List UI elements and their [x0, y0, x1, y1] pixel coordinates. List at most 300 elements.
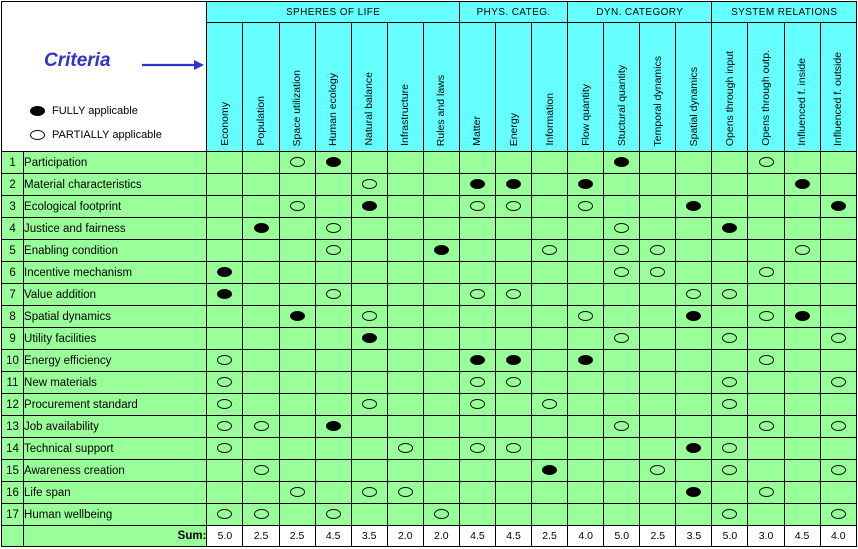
matrix-cell[interactable]: [640, 240, 676, 262]
matrix-cell[interactable]: [640, 482, 676, 504]
matrix-cell[interactable]: [243, 350, 279, 372]
matrix-cell[interactable]: [207, 306, 243, 328]
matrix-cell[interactable]: [604, 504, 640, 526]
matrix-cell[interactable]: [748, 152, 784, 174]
matrix-cell[interactable]: [604, 328, 640, 350]
matrix-cell[interactable]: [532, 394, 568, 416]
matrix-cell[interactable]: [568, 174, 604, 196]
matrix-cell[interactable]: [748, 262, 784, 284]
matrix-cell[interactable]: [748, 438, 784, 460]
matrix-cell[interactable]: [784, 174, 820, 196]
matrix-cell[interactable]: [207, 416, 243, 438]
matrix-cell[interactable]: [784, 284, 820, 306]
matrix-cell[interactable]: [423, 350, 459, 372]
matrix-cell[interactable]: [315, 394, 351, 416]
matrix-cell[interactable]: [712, 152, 748, 174]
matrix-cell[interactable]: [604, 284, 640, 306]
matrix-cell[interactable]: [640, 350, 676, 372]
matrix-cell[interactable]: [820, 174, 856, 196]
matrix-cell[interactable]: [351, 152, 387, 174]
matrix-cell[interactable]: [568, 394, 604, 416]
matrix-cell[interactable]: [496, 372, 532, 394]
matrix-cell[interactable]: [351, 196, 387, 218]
matrix-cell[interactable]: [784, 416, 820, 438]
matrix-cell[interactable]: [279, 504, 315, 526]
matrix-cell[interactable]: [207, 152, 243, 174]
matrix-cell[interactable]: [387, 460, 423, 482]
matrix-cell[interactable]: [496, 196, 532, 218]
matrix-cell[interactable]: [243, 152, 279, 174]
matrix-cell[interactable]: [315, 218, 351, 240]
matrix-cell[interactable]: [640, 284, 676, 306]
matrix-cell[interactable]: [315, 152, 351, 174]
matrix-cell[interactable]: [423, 306, 459, 328]
matrix-cell[interactable]: [243, 328, 279, 350]
matrix-cell[interactable]: [315, 174, 351, 196]
matrix-cell[interactable]: [423, 196, 459, 218]
matrix-cell[interactable]: [532, 174, 568, 196]
matrix-cell[interactable]: [423, 240, 459, 262]
matrix-cell[interactable]: [351, 306, 387, 328]
matrix-cell[interactable]: [568, 482, 604, 504]
matrix-cell[interactable]: [279, 306, 315, 328]
matrix-cell[interactable]: [315, 328, 351, 350]
matrix-cell[interactable]: [387, 240, 423, 262]
matrix-cell[interactable]: [351, 460, 387, 482]
matrix-cell[interactable]: [243, 262, 279, 284]
matrix-cell[interactable]: [351, 284, 387, 306]
matrix-cell[interactable]: [496, 284, 532, 306]
matrix-cell[interactable]: [423, 438, 459, 460]
matrix-cell[interactable]: [496, 350, 532, 372]
matrix-cell[interactable]: [568, 504, 604, 526]
matrix-cell[interactable]: [784, 218, 820, 240]
matrix-cell[interactable]: [604, 460, 640, 482]
matrix-cell[interactable]: [604, 438, 640, 460]
matrix-cell[interactable]: [459, 372, 495, 394]
matrix-cell[interactable]: [712, 460, 748, 482]
matrix-cell[interactable]: [315, 416, 351, 438]
matrix-cell[interactable]: [820, 284, 856, 306]
matrix-cell[interactable]: [423, 372, 459, 394]
matrix-cell[interactable]: [423, 262, 459, 284]
matrix-cell[interactable]: [784, 438, 820, 460]
matrix-cell[interactable]: [748, 284, 784, 306]
matrix-cell[interactable]: [604, 218, 640, 240]
matrix-cell[interactable]: [676, 328, 712, 350]
matrix-cell[interactable]: [496, 240, 532, 262]
matrix-cell[interactable]: [532, 218, 568, 240]
matrix-cell[interactable]: [243, 438, 279, 460]
matrix-cell[interactable]: [784, 262, 820, 284]
matrix-cell[interactable]: [604, 350, 640, 372]
matrix-cell[interactable]: [315, 240, 351, 262]
matrix-cell[interactable]: [676, 306, 712, 328]
matrix-cell[interactable]: [712, 482, 748, 504]
matrix-cell[interactable]: [243, 460, 279, 482]
matrix-cell[interactable]: [351, 504, 387, 526]
matrix-cell[interactable]: [207, 460, 243, 482]
matrix-cell[interactable]: [459, 350, 495, 372]
matrix-cell[interactable]: [784, 328, 820, 350]
matrix-cell[interactable]: [784, 372, 820, 394]
matrix-cell[interactable]: [496, 262, 532, 284]
matrix-cell[interactable]: [784, 306, 820, 328]
matrix-cell[interactable]: [459, 482, 495, 504]
matrix-cell[interactable]: [820, 196, 856, 218]
matrix-cell[interactable]: [315, 350, 351, 372]
matrix-cell[interactable]: [207, 262, 243, 284]
matrix-cell[interactable]: [496, 504, 532, 526]
matrix-cell[interactable]: [532, 350, 568, 372]
matrix-cell[interactable]: [496, 174, 532, 196]
matrix-cell[interactable]: [387, 394, 423, 416]
matrix-cell[interactable]: [568, 218, 604, 240]
matrix-cell[interactable]: [243, 174, 279, 196]
matrix-cell[interactable]: [243, 504, 279, 526]
matrix-cell[interactable]: [207, 372, 243, 394]
matrix-cell[interactable]: [712, 328, 748, 350]
matrix-cell[interactable]: [315, 504, 351, 526]
matrix-cell[interactable]: [387, 438, 423, 460]
matrix-cell[interactable]: [820, 240, 856, 262]
matrix-cell[interactable]: [387, 306, 423, 328]
matrix-cell[interactable]: [351, 416, 387, 438]
matrix-cell[interactable]: [748, 350, 784, 372]
matrix-cell[interactable]: [387, 372, 423, 394]
matrix-cell[interactable]: [820, 438, 856, 460]
matrix-cell[interactable]: [315, 284, 351, 306]
matrix-cell[interactable]: [459, 504, 495, 526]
matrix-cell[interactable]: [279, 240, 315, 262]
matrix-cell[interactable]: [207, 196, 243, 218]
matrix-cell[interactable]: [279, 262, 315, 284]
matrix-cell[interactable]: [279, 460, 315, 482]
matrix-cell[interactable]: [459, 438, 495, 460]
matrix-cell[interactable]: [676, 262, 712, 284]
matrix-cell[interactable]: [315, 196, 351, 218]
matrix-cell[interactable]: [279, 372, 315, 394]
matrix-cell[interactable]: [712, 174, 748, 196]
matrix-cell[interactable]: [387, 482, 423, 504]
matrix-cell[interactable]: [387, 416, 423, 438]
matrix-cell[interactable]: [820, 372, 856, 394]
matrix-cell[interactable]: [568, 240, 604, 262]
matrix-cell[interactable]: [604, 240, 640, 262]
matrix-cell[interactable]: [676, 350, 712, 372]
matrix-cell[interactable]: [820, 152, 856, 174]
matrix-cell[interactable]: [532, 306, 568, 328]
matrix-cell[interactable]: [351, 174, 387, 196]
matrix-cell[interactable]: [820, 482, 856, 504]
matrix-cell[interactable]: [243, 284, 279, 306]
matrix-cell[interactable]: [820, 416, 856, 438]
matrix-cell[interactable]: [351, 482, 387, 504]
matrix-cell[interactable]: [532, 416, 568, 438]
matrix-cell[interactable]: [351, 262, 387, 284]
matrix-cell[interactable]: [207, 240, 243, 262]
matrix-cell[interactable]: [820, 394, 856, 416]
matrix-cell[interactable]: [568, 328, 604, 350]
matrix-cell[interactable]: [604, 152, 640, 174]
matrix-cell[interactable]: [640, 328, 676, 350]
matrix-cell[interactable]: [820, 460, 856, 482]
matrix-cell[interactable]: [459, 218, 495, 240]
matrix-cell[interactable]: [243, 482, 279, 504]
matrix-cell[interactable]: [784, 240, 820, 262]
matrix-cell[interactable]: [568, 152, 604, 174]
matrix-cell[interactable]: [712, 240, 748, 262]
matrix-cell[interactable]: [459, 460, 495, 482]
matrix-cell[interactable]: [423, 504, 459, 526]
matrix-cell[interactable]: [748, 460, 784, 482]
matrix-cell[interactable]: [279, 284, 315, 306]
matrix-cell[interactable]: [568, 306, 604, 328]
matrix-cell[interactable]: [676, 438, 712, 460]
matrix-cell[interactable]: [207, 174, 243, 196]
matrix-cell[interactable]: [423, 328, 459, 350]
matrix-cell[interactable]: [568, 262, 604, 284]
matrix-cell[interactable]: [640, 416, 676, 438]
matrix-cell[interactable]: [820, 262, 856, 284]
matrix-cell[interactable]: [748, 306, 784, 328]
matrix-cell[interactable]: [604, 482, 640, 504]
matrix-cell[interactable]: [459, 152, 495, 174]
matrix-cell[interactable]: [423, 218, 459, 240]
matrix-cell[interactable]: [496, 482, 532, 504]
matrix-cell[interactable]: [243, 372, 279, 394]
matrix-cell[interactable]: [568, 284, 604, 306]
matrix-cell[interactable]: [820, 350, 856, 372]
matrix-cell[interactable]: [496, 152, 532, 174]
matrix-cell[interactable]: [496, 328, 532, 350]
matrix-cell[interactable]: [676, 152, 712, 174]
matrix-cell[interactable]: [748, 416, 784, 438]
matrix-cell[interactable]: [712, 416, 748, 438]
matrix-cell[interactable]: [351, 240, 387, 262]
matrix-cell[interactable]: [568, 372, 604, 394]
matrix-cell[interactable]: [532, 328, 568, 350]
matrix-cell[interactable]: [712, 438, 748, 460]
matrix-cell[interactable]: [640, 262, 676, 284]
matrix-cell[interactable]: [315, 372, 351, 394]
matrix-cell[interactable]: [423, 394, 459, 416]
matrix-cell[interactable]: [315, 482, 351, 504]
matrix-cell[interactable]: [279, 174, 315, 196]
matrix-cell[interactable]: [676, 482, 712, 504]
matrix-cell[interactable]: [640, 152, 676, 174]
matrix-cell[interactable]: [279, 152, 315, 174]
matrix-cell[interactable]: [387, 218, 423, 240]
matrix-cell[interactable]: [640, 372, 676, 394]
matrix-cell[interactable]: [676, 196, 712, 218]
matrix-cell[interactable]: [207, 218, 243, 240]
matrix-cell[interactable]: [748, 504, 784, 526]
matrix-cell[interactable]: [207, 438, 243, 460]
matrix-cell[interactable]: [351, 394, 387, 416]
matrix-cell[interactable]: [604, 262, 640, 284]
matrix-cell[interactable]: [279, 438, 315, 460]
matrix-cell[interactable]: [820, 504, 856, 526]
matrix-cell[interactable]: [748, 174, 784, 196]
matrix-cell[interactable]: [604, 394, 640, 416]
matrix-cell[interactable]: [820, 306, 856, 328]
matrix-cell[interactable]: [676, 460, 712, 482]
matrix-cell[interactable]: [748, 240, 784, 262]
matrix-cell[interactable]: [532, 152, 568, 174]
matrix-cell[interactable]: [207, 482, 243, 504]
matrix-cell[interactable]: [568, 196, 604, 218]
matrix-cell[interactable]: [387, 328, 423, 350]
matrix-cell[interactable]: [640, 460, 676, 482]
matrix-cell[interactable]: [459, 196, 495, 218]
matrix-cell[interactable]: [387, 262, 423, 284]
matrix-cell[interactable]: [279, 350, 315, 372]
matrix-cell[interactable]: [243, 306, 279, 328]
matrix-cell[interactable]: [532, 460, 568, 482]
matrix-cell[interactable]: [496, 394, 532, 416]
matrix-cell[interactable]: [748, 328, 784, 350]
matrix-cell[interactable]: [279, 482, 315, 504]
matrix-cell[interactable]: [748, 372, 784, 394]
matrix-cell[interactable]: [459, 416, 495, 438]
matrix-cell[interactable]: [459, 240, 495, 262]
matrix-cell[interactable]: [712, 372, 748, 394]
matrix-cell[interactable]: [712, 196, 748, 218]
matrix-cell[interactable]: [712, 262, 748, 284]
matrix-cell[interactable]: [748, 482, 784, 504]
matrix-cell[interactable]: [532, 262, 568, 284]
matrix-cell[interactable]: [568, 460, 604, 482]
matrix-cell[interactable]: [640, 196, 676, 218]
matrix-cell[interactable]: [640, 218, 676, 240]
matrix-cell[interactable]: [676, 284, 712, 306]
matrix-cell[interactable]: [604, 306, 640, 328]
matrix-cell[interactable]: [532, 482, 568, 504]
matrix-cell[interactable]: [640, 174, 676, 196]
matrix-cell[interactable]: [496, 306, 532, 328]
matrix-cell[interactable]: [640, 306, 676, 328]
matrix-cell[interactable]: [532, 438, 568, 460]
matrix-cell[interactable]: [279, 394, 315, 416]
matrix-cell[interactable]: [315, 306, 351, 328]
matrix-cell[interactable]: [459, 174, 495, 196]
matrix-cell[interactable]: [243, 196, 279, 218]
matrix-cell[interactable]: [459, 306, 495, 328]
matrix-cell[interactable]: [604, 416, 640, 438]
matrix-cell[interactable]: [459, 394, 495, 416]
matrix-cell[interactable]: [207, 328, 243, 350]
matrix-cell[interactable]: [243, 416, 279, 438]
matrix-cell[interactable]: [423, 284, 459, 306]
matrix-cell[interactable]: [748, 394, 784, 416]
matrix-cell[interactable]: [784, 460, 820, 482]
matrix-cell[interactable]: [351, 218, 387, 240]
matrix-cell[interactable]: [423, 460, 459, 482]
matrix-cell[interactable]: [532, 240, 568, 262]
matrix-cell[interactable]: [423, 482, 459, 504]
matrix-cell[interactable]: [568, 350, 604, 372]
matrix-cell[interactable]: [784, 394, 820, 416]
matrix-cell[interactable]: [279, 416, 315, 438]
matrix-cell[interactable]: [387, 174, 423, 196]
matrix-cell[interactable]: [712, 284, 748, 306]
matrix-cell[interactable]: [387, 196, 423, 218]
matrix-cell[interactable]: [207, 504, 243, 526]
matrix-cell[interactable]: [351, 328, 387, 350]
matrix-cell[interactable]: [351, 438, 387, 460]
matrix-cell[interactable]: [640, 504, 676, 526]
matrix-cell[interactable]: [387, 504, 423, 526]
matrix-cell[interactable]: [712, 394, 748, 416]
matrix-cell[interactable]: [820, 328, 856, 350]
matrix-cell[interactable]: [243, 218, 279, 240]
matrix-cell[interactable]: [315, 460, 351, 482]
matrix-cell[interactable]: [784, 482, 820, 504]
matrix-cell[interactable]: [459, 328, 495, 350]
matrix-cell[interactable]: [423, 152, 459, 174]
matrix-cell[interactable]: [640, 394, 676, 416]
matrix-cell[interactable]: [532, 284, 568, 306]
matrix-cell[interactable]: [496, 438, 532, 460]
matrix-cell[interactable]: [676, 416, 712, 438]
matrix-cell[interactable]: [207, 284, 243, 306]
matrix-cell[interactable]: [387, 152, 423, 174]
matrix-cell[interactable]: [532, 196, 568, 218]
matrix-cell[interactable]: [315, 262, 351, 284]
matrix-cell[interactable]: [784, 504, 820, 526]
matrix-cell[interactable]: [640, 438, 676, 460]
matrix-cell[interactable]: [784, 196, 820, 218]
matrix-cell[interactable]: [676, 372, 712, 394]
matrix-cell[interactable]: [279, 196, 315, 218]
matrix-cell[interactable]: [748, 196, 784, 218]
matrix-cell[interactable]: [532, 372, 568, 394]
matrix-cell[interactable]: [676, 174, 712, 196]
matrix-cell[interactable]: [604, 196, 640, 218]
matrix-cell[interactable]: [459, 262, 495, 284]
matrix-cell[interactable]: [207, 394, 243, 416]
matrix-cell[interactable]: [496, 218, 532, 240]
matrix-cell[interactable]: [243, 240, 279, 262]
matrix-cell[interactable]: [387, 284, 423, 306]
matrix-cell[interactable]: [676, 218, 712, 240]
matrix-cell[interactable]: [496, 460, 532, 482]
matrix-cell[interactable]: [532, 504, 568, 526]
matrix-cell[interactable]: [676, 504, 712, 526]
matrix-cell[interactable]: [496, 416, 532, 438]
matrix-cell[interactable]: [351, 372, 387, 394]
matrix-cell[interactable]: [315, 438, 351, 460]
matrix-cell[interactable]: [243, 394, 279, 416]
matrix-cell[interactable]: [279, 328, 315, 350]
matrix-cell[interactable]: [784, 152, 820, 174]
matrix-cell[interactable]: [351, 350, 387, 372]
matrix-cell[interactable]: [604, 372, 640, 394]
matrix-cell[interactable]: [712, 504, 748, 526]
matrix-cell[interactable]: [784, 350, 820, 372]
matrix-cell[interactable]: [387, 350, 423, 372]
matrix-cell[interactable]: [676, 394, 712, 416]
matrix-cell[interactable]: [459, 284, 495, 306]
matrix-cell[interactable]: [423, 174, 459, 196]
matrix-cell[interactable]: [712, 306, 748, 328]
matrix-cell[interactable]: [568, 438, 604, 460]
matrix-cell[interactable]: [676, 240, 712, 262]
matrix-cell[interactable]: [279, 218, 315, 240]
matrix-cell[interactable]: [712, 218, 748, 240]
matrix-cell[interactable]: [604, 174, 640, 196]
